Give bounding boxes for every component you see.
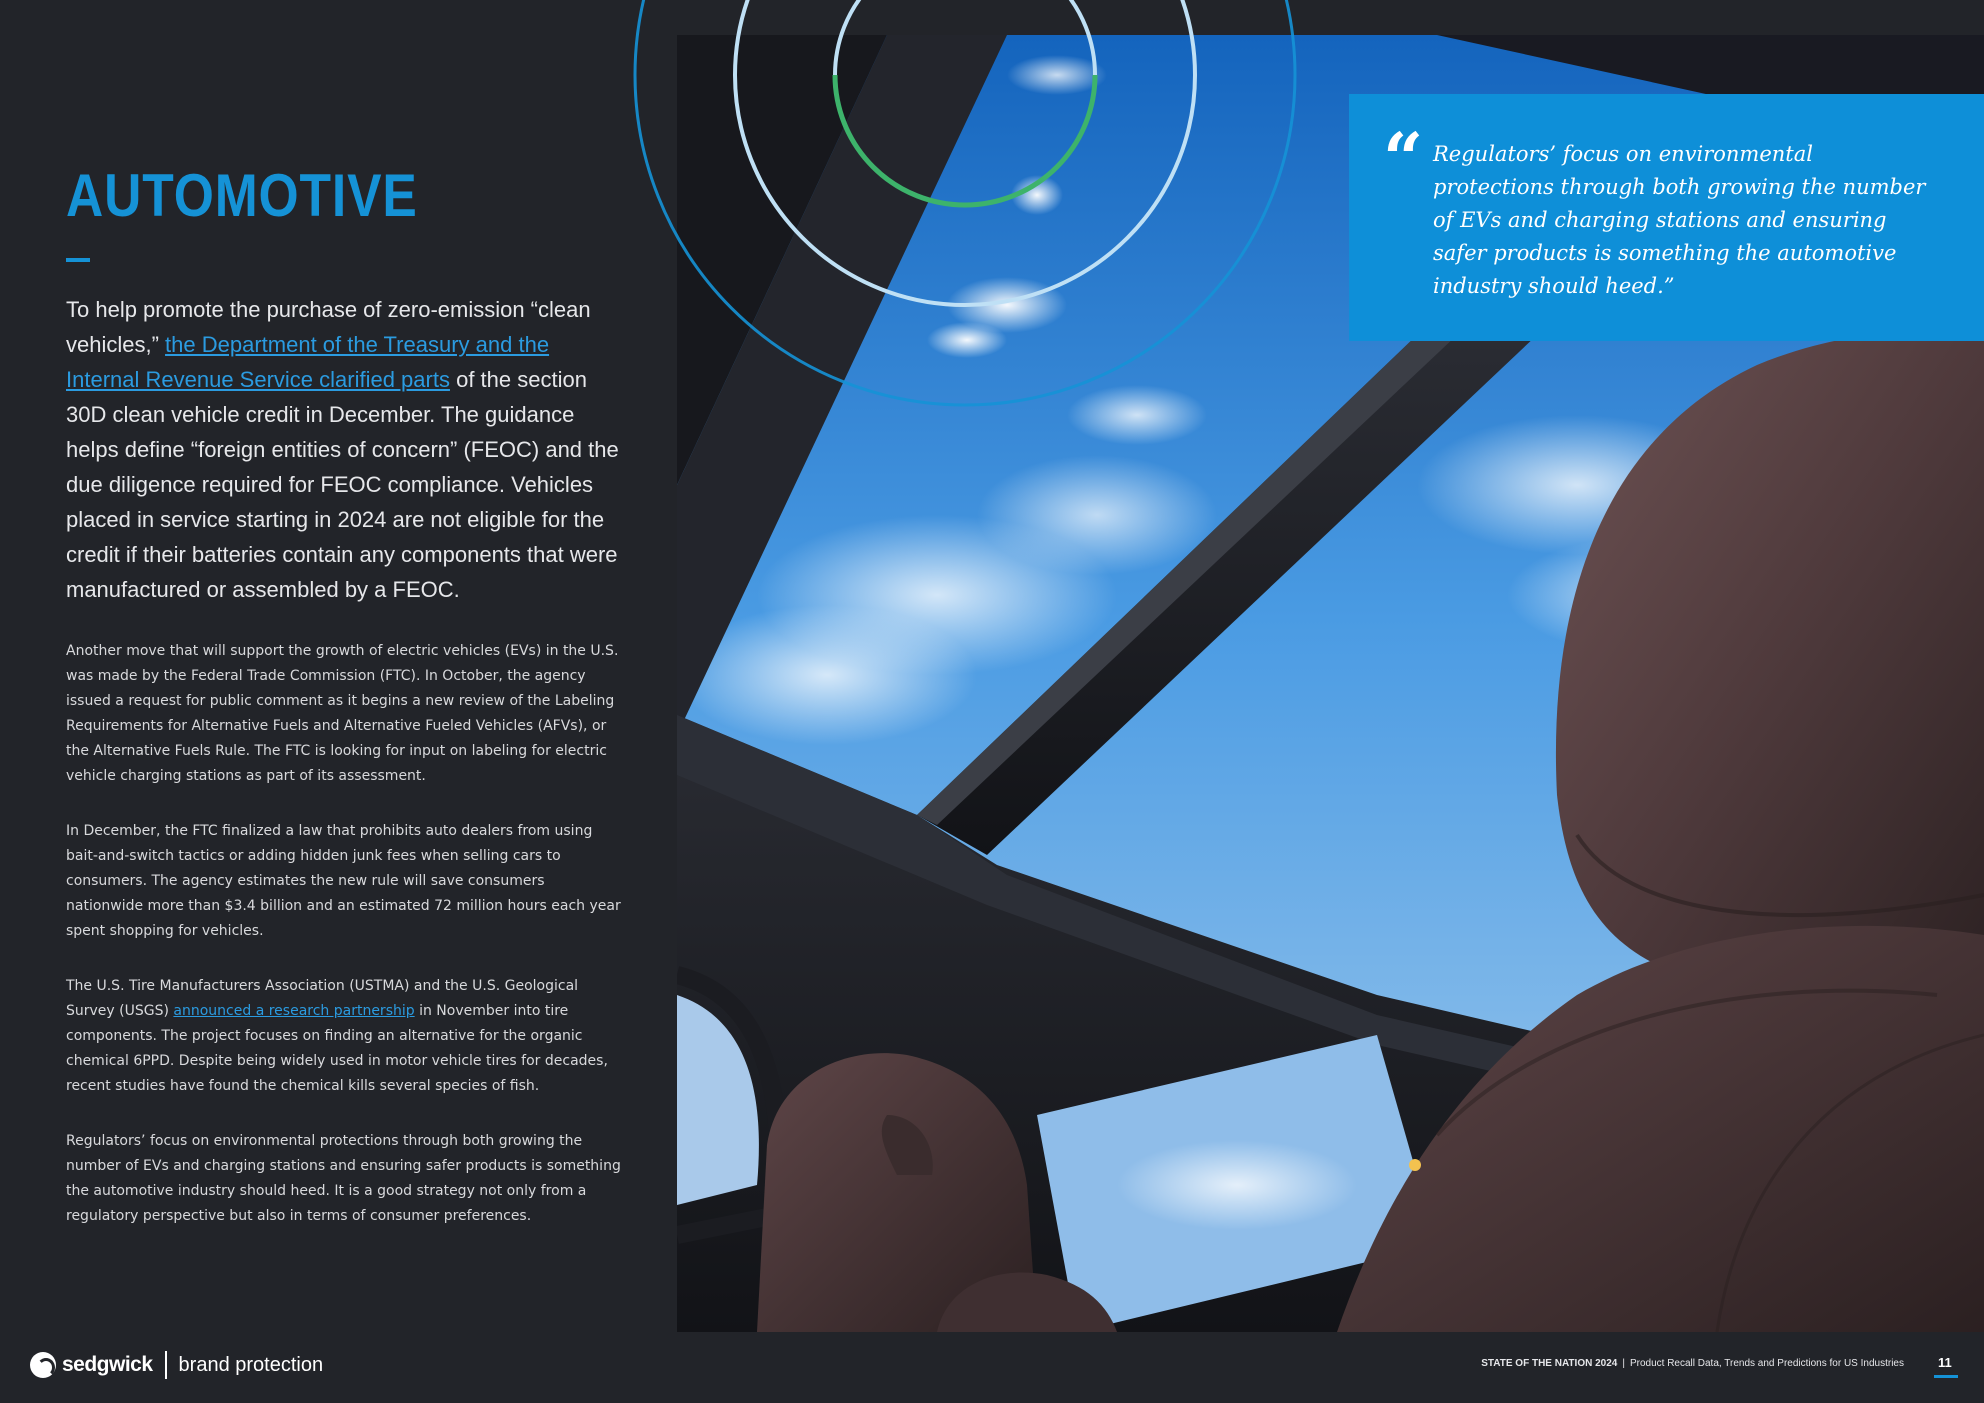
report-subtitle: Product Recall Data, Trends and Predictions for US Industries xyxy=(1629,1358,1904,1369)
pull-quote-text: Regulators’ focus on environmental protections through both growing the number of EVs and charging stations and ensuring safer products is something the automotive industry should heed.” xyxy=(1433,142,1926,298)
section-title: AUTOMOTIVE xyxy=(66,162,418,229)
lead-paragraph xyxy=(66,292,626,607)
paragraph-conclusion: Regulators’ focus on environmental protections through both growing the number of EVs and charging stations and ensuring safer products is something the automotive industry should heed. It is a good strategy not only from a regulatory perspective but also in terms of consumer preferences. xyxy=(66,1133,621,1224)
page-number: 11 xyxy=(1938,1355,1952,1370)
sedgwick-logo xyxy=(30,1349,323,1381)
paragraph-tire-research xyxy=(66,974,626,1099)
division-name: brand protection xyxy=(178,1353,324,1376)
report-title: STATE OF THE NATION 2024 xyxy=(1481,1358,1618,1369)
footer-separator: | xyxy=(1622,1358,1625,1369)
quote-mark-icon: “ xyxy=(1383,117,1424,200)
page-number-underline xyxy=(1934,1375,1958,1378)
sedgwick-logo-icon xyxy=(30,1352,56,1378)
paragraph-ftc-labeling: Another move that will support the growth of electric vehicles (EVs) in the U.S. was made by the Federal Trade Commission (FTC). In October, the agency issued a request for public comment as it begins a new review of the Labeling Requirements for Alternative Fuels and Alternative Fueled Vehicles (AFVs), or the Alternative Fuels Rule. The FTC is looking for input on labeling for electric vehicle charging stations as part of its assessment. xyxy=(66,643,619,784)
lead-text-before: To help promote the purchase of zero-emission “clean vehicles,” xyxy=(66,297,591,357)
report-footer xyxy=(1481,1358,1904,1369)
pull-quote xyxy=(1349,94,1984,341)
treasury-irs-link[interactable]: the Department of the Treasury and the Internal Revenue Service clarified parts xyxy=(66,332,550,392)
logo-divider xyxy=(165,1351,167,1379)
brand-name: sedgwick xyxy=(62,1353,153,1376)
tire-text-before: The U.S. Tire Manufacturers Association (USTMA) and the U.S. Geological Survey (USGS) xyxy=(66,978,579,1019)
article-column xyxy=(66,160,626,1229)
paragraph-ftc-dealers: In December, the FTC finalized a law that prohibits auto dealers from using bait-and-switch tactics or adding hidden junk fees when selling cars to consumers. The agency estimates the new rule will save consumers nationwide more than $3.4 billion and an estimated 72 million hours each year spent shopping for vehicles. xyxy=(66,823,621,939)
research-partnership-link[interactable]: announced a research partnership xyxy=(173,1003,415,1019)
title-underline xyxy=(66,258,90,262)
lead-text-after: of the section 30D clean vehicle credit in December. The guidance helps define “foreign entities of concern” (FEOC) and the due diligence required for FEOC compliance. Vehicles placed in service starting in 2024 are not eligible for the credit if their batteries contain any components that were manufactured or assembled by a FEOC. xyxy=(66,367,619,602)
tire-text-after: in November into tire components. The project focuses on finding an alternative for the organic chemical 6PPD. Despite being widely used in motor vehicle tires for decades, recent studies have found the chemical kills several species of fish. xyxy=(66,1003,608,1094)
